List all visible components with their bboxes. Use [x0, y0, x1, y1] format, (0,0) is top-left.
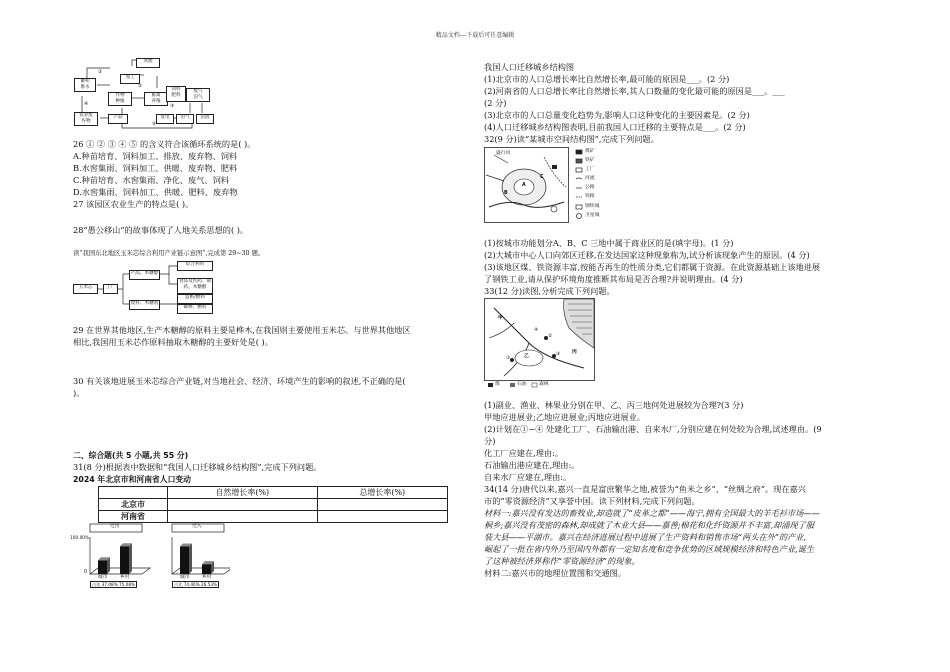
table-header-cell: 总增长率(%) — [317, 487, 447, 499]
q31-part2: (2)河南省的人口总增长率比自然增长率,其人口数量的变化最可能的原因是___。___ — [484, 86, 785, 96]
chart-left-cat-rural: 乡村 — [120, 575, 130, 580]
table-header-cell — [99, 487, 168, 499]
bar-out-city — [98, 560, 107, 574]
corn-box-cob: 玉米芯 — [73, 284, 98, 294]
map-label-bing: 丙 — [572, 350, 577, 355]
q29-line1: 29 在世界其他地区,生产木糖醇的原料主要是桦木,在我国则主要使用玉米芯。与世界其他地区 — [73, 325, 411, 335]
chart-right-cat-city: 城市 — [180, 575, 190, 580]
section-2-title: 二、综合题(共 5 小题,共 55 分) — [73, 451, 189, 460]
eco-num-3: ③ — [170, 104, 175, 109]
migration-chart-caption: 我国人口迁移城乡结构图 — [484, 62, 575, 72]
table-cell-region: 北京市 — [99, 499, 168, 511]
city-legend-rail: 铁路 — [585, 194, 595, 199]
bar-side-1-0 — [189, 543, 192, 574]
q32-part3-line1: (3)该地区煤、铁资源丰富,按能否再生的性质分类,它们都属于资源。在此资源基础上该地进展 — [484, 262, 821, 272]
q32-stem: 32(9 分)读“某城市空间结构图”,完成下列问题。 — [484, 134, 659, 144]
city-structure-map — [484, 147, 614, 223]
eco-box-residue: 沼渣 — [196, 114, 214, 124]
q33-answer-water: 自来水厂应建在,理由:。 — [484, 472, 572, 482]
eco-box-power: 发电 — [156, 114, 174, 124]
map-label-yi: 乙 — [524, 354, 529, 359]
q33-part2: (2)计划在①~④ 处建化工厂、石油输出港、自来水厂,分别应建在何处较为合理,试述理由。(9 — [484, 424, 822, 434]
resource-map-svg — [484, 298, 614, 390]
q26-option-c: C.种苗培育、水窖集雨、净化、废气、饲料 — [73, 175, 229, 185]
map-label-3: ③ — [556, 352, 561, 357]
q34-stem-line2: 市的“零资源经济”又享誉中国。读下列材料,完成下列问题。 — [484, 496, 700, 506]
migration-charts — [70, 522, 230, 586]
q31-part4: (4)人口迁移城乡结构图表明,目前我国人口迁移的主要特点是___。(2 分) — [484, 122, 746, 132]
q33-answer-port: 石油输出港应建在,理由:。 — [484, 460, 580, 470]
q30-line1: 30 有关该地进展玉米芯综合产业链,对当地社会、经济、环境产生的影响的叙述,不正确的是( — [73, 376, 406, 386]
table-row — [99, 511, 448, 523]
city-legend-road: 公路 — [585, 185, 595, 190]
eco-num-5: ⑤ — [152, 122, 157, 127]
page-header: 精品文档---下载后可任意编辑 — [435, 32, 515, 39]
eco-num-4: ④ — [84, 102, 89, 107]
chart-left-footer: 占比 37.08% 75.08% — [92, 582, 135, 587]
q34-material1-line5: 了这种被经济界称作“零资源经济”的现象。 — [484, 556, 640, 566]
q28-stem: 28“愚公移山”的故事体现了人地关系思想的( )。 — [73, 225, 249, 235]
q33-answer-chem: 化工厂应建在,理由:。 — [484, 448, 564, 458]
city-legend-iron: 铁矿 — [585, 158, 595, 163]
corn-box-food: 食品及医药、制药、木糖醇 — [177, 278, 213, 294]
q26-option-b: B.水窖集雨、饲料加工、供暖、废弃物、肥料 — [73, 163, 238, 173]
chart-right-title: 迁入 — [192, 524, 202, 529]
q31-table-title: 2024 年北京市和河南省人口变动 — [73, 475, 191, 484]
chart-left-cat-city: 城市 — [98, 575, 108, 580]
q33-part2-score: 分) — [484, 436, 496, 446]
q34-material1-line1: 材料一:嘉兴没有发达的畜牧业,却造就了“皮革之都”——海宁,拥有全国最大的羊毛衫市场—— — [484, 508, 820, 518]
corn-box-paper: 造纸/燃料 — [177, 294, 213, 304]
eco-box-processing: 加工 — [120, 74, 140, 84]
population-table — [98, 486, 448, 523]
chart-left-title: 迁出 — [110, 524, 120, 529]
city-label-c: C — [540, 175, 544, 180]
q32-part3-line2: 了钢铁工业,请从保护环境角度推断其布局是否合理?并说明理由。(4 分) — [484, 274, 743, 284]
corn-box-use: 综合利用 — [177, 261, 213, 271]
corn-box-carbon: 碳棒、燃料 — [177, 304, 213, 314]
eco-box-gas: 废气 沼气 — [186, 88, 210, 102]
chart-right-cat-rural: 乡村 — [202, 575, 212, 580]
city-legend-coal: 煤矿 — [585, 149, 595, 154]
bar-in-city — [180, 546, 189, 574]
table-cell — [168, 511, 318, 523]
q31-stem: 31(8 分)根据表中数据和“我国人口迁移城乡结构图”,完成下列问题。 — [73, 462, 322, 472]
table-cell-region: 河南省 — [99, 511, 168, 523]
chart-right-footer: 占比 74.46% 26.53% — [174, 582, 217, 587]
eco-num-2: ② — [138, 84, 143, 89]
q26-option-d: D.水窖集雨、饲料加工、供暖、肥料、废弃物 — [73, 187, 238, 197]
eco-box-biogas: 沼气 — [176, 114, 194, 124]
city-label-wind: 盛行风 — [496, 151, 511, 156]
map-label-2: ② — [548, 334, 553, 339]
bar-side-0-1 — [129, 543, 132, 574]
q33-stem: 33(12 分)读图,分析完成下列问题。 — [484, 286, 615, 296]
corn-box-product: 产品、木糖醇 — [129, 270, 160, 280]
city-legend-satellite: 卫星城 — [585, 213, 600, 218]
table-row — [99, 499, 448, 511]
q27-stem: 27 该园区农业生产的特点是( )。 — [73, 199, 194, 209]
q31-part2-score: (2 分) — [484, 98, 507, 108]
q32-part1: (1)按城市功能划分A、B、C 三地中属于商业区的是(填字母)。(1 分) — [484, 238, 734, 248]
q33-part1-answer: 甲地应进展业;乙地应进展业;丙地应进展业。 — [484, 412, 646, 422]
q34-material1-line2: 桐乡;嘉兴没有茂密的森林,却成就了木业大县——嘉善;棉花和化纤资源并不丰富,却涌现了服 — [484, 520, 815, 530]
map-label-1: ① — [506, 356, 511, 361]
q30-line2: )。 — [73, 388, 85, 398]
resource-map — [484, 298, 614, 390]
map-label-jia: 甲 — [498, 316, 503, 321]
eco-box-crops: 作物 种植 — [108, 92, 132, 106]
map-legend-coal: 煤 — [495, 382, 500, 387]
bar-in-rural — [202, 564, 211, 574]
eco-box-products: 产品 — [108, 114, 128, 124]
q32-part2: (2)大城市中心人口向郊区迁移,在发达国家这种现象称为,试分析该现象产生的原因。(4 分) — [484, 250, 810, 260]
eco-cycle-diagram — [72, 58, 222, 136]
q29-line2: 相比,我国用玉米芯作原料抽取木糖醇的主要好处是( )。 — [73, 337, 273, 347]
q33-part1: (1)副业、渔业、林果业分别在甲、乙、丙三地何处进展较为合理?(3 分) — [484, 400, 744, 410]
q34-stem-line1: 34(14 分)唐代以来,嘉兴一直是富庶繁华之地,被誉为“鱼米之乡”、“丝绸之府”。现在嘉兴 — [484, 484, 806, 494]
map-legend-oil: 石油 — [517, 382, 527, 387]
table-cell — [168, 499, 318, 511]
intro-29-30: 读“我国东北地区玉米芯综合利用产业链示意图”,完成第 29~30 题。 — [73, 250, 265, 257]
eco-box-manure: 粪便 — [136, 58, 160, 68]
corn-box-factory: 工厂 — [103, 284, 118, 294]
eco-box-agri-waste: 农业废 弃物 — [74, 112, 98, 126]
q31-part3: (3)北京市的人口总量变化趋势为,影响人口这种变化的主要因素是。(2 分) — [484, 110, 750, 120]
table-cell — [317, 499, 447, 511]
q34-material1-line4: 崛起了一批在省内外乃至国内外都有一定知名度和竞争优势的区域规模经济和特色产业,诞生 — [484, 544, 815, 554]
eco-num-1: ① — [98, 70, 103, 75]
q26-stem: 26 ① ② ③ ④ ⑤ 的含义符合该循环系统的是( )。 — [73, 139, 256, 149]
q34-material2: 材料二:嘉兴市的地理位置图和交通图。 — [484, 568, 626, 578]
q26-option-a: A.种苗培育、饲料加工、排放、废弃物、饲料 — [73, 151, 238, 161]
bar-out-rural — [120, 546, 129, 574]
corn-chain-diagram — [73, 260, 223, 320]
city-label-a: A — [522, 183, 526, 188]
city-legend-steel: 钢铁城 — [585, 204, 600, 209]
eco-box-feed: 饲料 肥料 — [166, 86, 186, 102]
table-header-row — [99, 487, 448, 499]
map-label-4: ④ — [534, 328, 539, 333]
city-legend-factory: 工厂 — [585, 167, 595, 172]
eco-box-water: 蓄积 堆水 — [74, 78, 96, 92]
table-cell — [317, 511, 447, 523]
chart-axis-top-label: 100.00% — [70, 536, 90, 541]
map-legend-forest: 森林 — [539, 382, 549, 387]
table-header-cell: 自然增长率(%) — [168, 487, 318, 499]
q31-part1: (1)北京市的人口总增长率比自然增长率,最可能的原因是___。(2 分) — [484, 74, 730, 84]
corn-box-waste: 废料、木糖渣 — [129, 300, 160, 310]
eco-box-livestock: 畜禽 养殖 — [144, 92, 168, 106]
chart-axis-zero-label: 0 — [84, 570, 88, 575]
city-legend-river: 河流 — [585, 176, 595, 181]
q34-material1-line3: 装大县——平湖市。嘉兴在经济进展过程中进展了生产资料和销售市场“两头在外”的产业, — [484, 532, 807, 542]
city-label-b: B — [504, 191, 508, 196]
